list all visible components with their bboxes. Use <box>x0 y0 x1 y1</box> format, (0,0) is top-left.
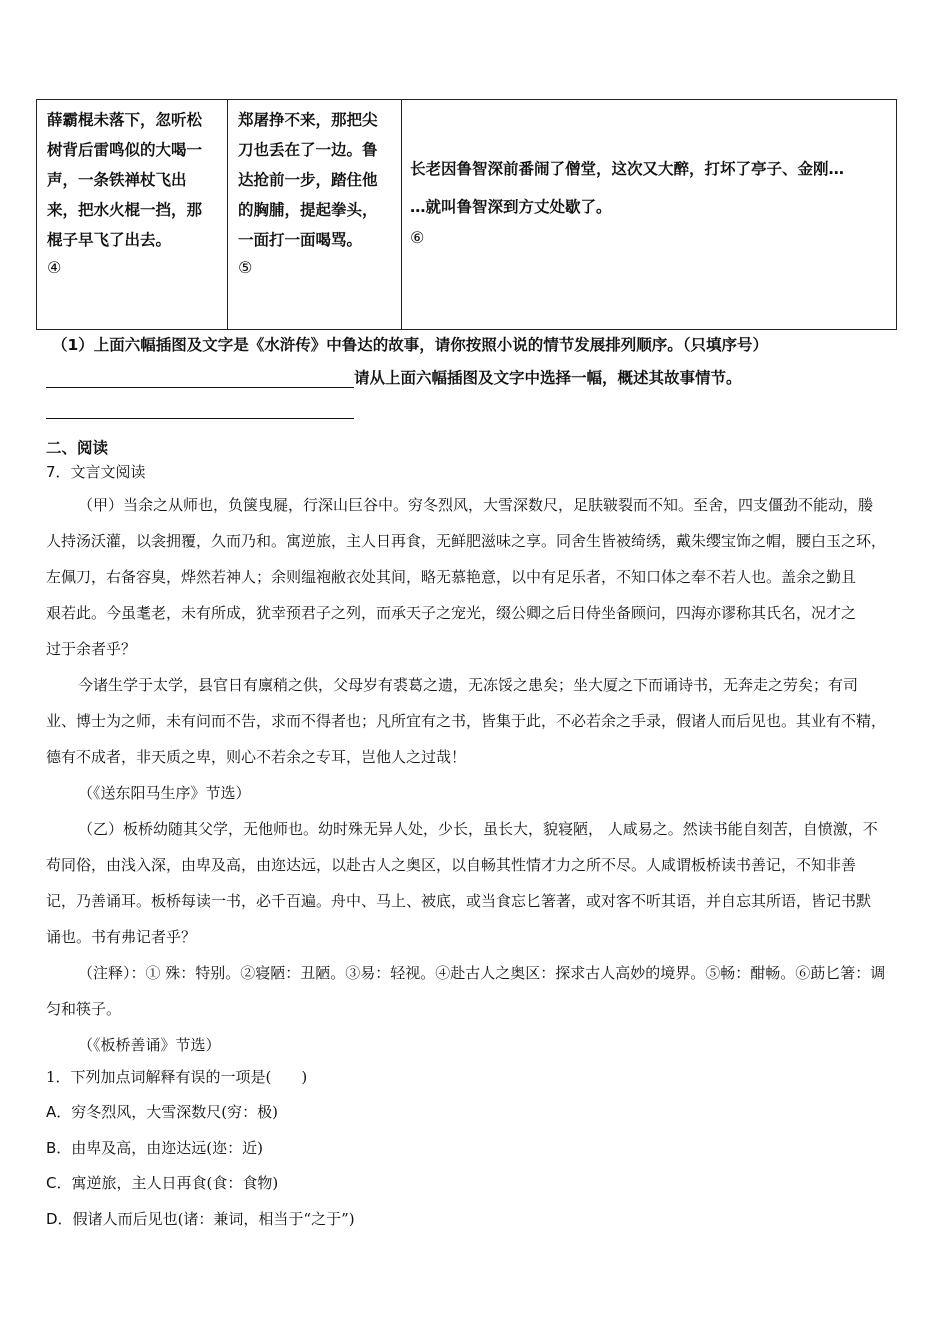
passage-yi-source: （《板桥善诵》节选） <box>78 1036 221 1054</box>
answer-blank-2[interactable] <box>46 400 354 419</box>
cell5-line: 一面打一面喝骂。 <box>238 231 363 249</box>
mcq-stem: 1．下列加点词解释有误的一项是( ) <box>46 1068 308 1086</box>
cell5-line: 的胸脯，提起拳头， <box>238 201 378 219</box>
passage-yi-line: 记，乃善诵耳。板桥每读一书，必千百遍。舟中、马上、被底，或当食忘匕箸著，或对客不听其语，并自忘其所语，皆记书默 <box>46 892 872 910</box>
passage-jia-line: 过于余者乎？ <box>46 640 137 658</box>
cell5-line: 郑屠挣不来，那把尖 <box>238 111 378 129</box>
mcq-option-a[interactable] <box>46 1101 278 1122</box>
cell4-line: 棍子早飞了出去。 <box>47 231 172 249</box>
passage-jia-source: （《送东阳马生序》节选） <box>78 784 251 802</box>
story-cell-5 <box>228 100 402 330</box>
question1-part2: 请从上面六幅插图及文字中选择一幅，概述其故事情节。 <box>354 369 742 387</box>
passage-yi-notes-line: 匀和筷子。 <box>46 1000 122 1018</box>
cell6-number: ⑥ <box>410 228 425 247</box>
cell4-number: ④ <box>47 258 62 277</box>
passage-yi-line: 苟同俗，由浅入深，由卑及高，由迩达远，以赴古人之奥区，以自畅其性情才力之所不尽。人咸谓板桥读书善记，不知非善 <box>46 856 857 874</box>
mcq-option-b[interactable] <box>46 1137 263 1158</box>
passage-yi-line: 诵也。书有弗记者乎？ <box>46 928 197 946</box>
passage-jia-line: （甲）当余之从师也，负箧曳屣，行深山巨谷中。穷冬烈风，大雪深数尺，足肤皲裂而不知。至舍，四支僵劲不能动，媵 <box>78 496 874 514</box>
passage-jia-para2-line: 德有不成者，非天质之卑，则心不若余之专耳，岂他人之过哉！ <box>46 748 467 766</box>
cell4-line: 薛霸棍未落下，忽听松 <box>47 111 203 129</box>
passage-jia-line: 左佩刀，右备容臭，烨然若神人；余则缊袍敝衣处其间，略无慕艳意，以中有足乐者，不知口体之奉不若人也。盖余之勤且 <box>46 568 857 586</box>
option-text: 由卑及高，由迩达远(迩：近) <box>71 1139 264 1157</box>
option-text: 假诸人而后见也(诸：兼词，相当于“之于”) <box>72 1210 355 1228</box>
option-letter: A． <box>46 1103 72 1121</box>
mcq-option-c[interactable] <box>46 1172 278 1193</box>
passage-jia-line: 艰若此。今虽耄老，未有所成，犹幸预君子之列，而承天子之宠光，缀公卿之后日侍坐备顾问，四海亦谬称其氏名，况才之 <box>46 604 857 622</box>
cell4-line: 树背后雷鸣似的大喝一 <box>47 141 203 159</box>
passage-jia <box>46 487 908 811</box>
cell5-line: 刀也丢在了一边。鲁 <box>238 141 378 159</box>
cell4-line: 来，把水火棍一挡，那 <box>47 201 203 219</box>
option-letter: B． <box>46 1139 72 1157</box>
section-heading: 二、阅读 <box>46 439 109 457</box>
passage-jia-para2-line: 今诸生学于太学，县官日有廪稍之供，父母岁有裘葛之遗，无冻馁之患矣；坐大厦之下而诵诗书，无奔走之劳矣；有司 <box>78 676 859 694</box>
story-cell-4 <box>37 100 228 330</box>
option-letter: C． <box>46 1174 72 1192</box>
option-text: 寓逆旅，主人日再食(食：食物) <box>71 1174 279 1192</box>
cell5-line: 达抢前一步，踏住他 <box>238 171 378 189</box>
option-text: 穷冬烈风，大雪深数尺(穷：极) <box>71 1103 278 1121</box>
passage-yi-line: （乙）板桥幼随其父学，无他师也。幼时殊无异人处，少长，虽长大，貌寝陋， 人咸易之。然读书能自刻苦，自愤激，不 <box>78 820 878 838</box>
option-letter: D． <box>46 1210 73 1228</box>
section-item: 7．文言文阅读 <box>46 463 146 481</box>
story-table <box>36 99 897 330</box>
question1-answer-row <box>46 366 906 390</box>
passage-yi-notes-line: （注释）：① 殊：特别。②寝陋：丑陋。③易：轻视。④赴古人之奥区：探求古人高妙的境界。⑤畅：酣畅。⑥莇匕箸：调 <box>78 964 886 982</box>
story-cell-6 <box>402 100 897 330</box>
cell6-line: 长老因鲁智深前番闹了僧堂，这次又大醉，打坏了亭子、金刚… <box>410 160 845 178</box>
mcq-option-d[interactable] <box>46 1208 355 1229</box>
passage-yi <box>46 811 908 1063</box>
passage-jia-line: 人持汤沃灌，以衾拥覆，久而乃和。寓逆旅，主人日再食，无鲜肥滋味之享。同舍生皆被绮绣，戴朱缨宝饰之帽，腰白玉之环， <box>46 532 887 550</box>
cell6-line: …就叫鲁智深到方丈处歇了。 <box>410 198 612 216</box>
question1-text: （1）上面六幅插图及文字是《水浒传》中鲁达的故事，请你按照小说的情节发展排列顺序。（只填序号） <box>52 336 769 354</box>
answer-blank-1[interactable] <box>46 369 354 388</box>
cell4-line: 声，一条铁禅杖飞出 <box>47 171 187 189</box>
passage-jia-para2-line: 业、博士为之师，未有问而不告，求而不得者也；凡所宜有之书，皆集于此，不必若余之手录，假诸人而后见也。其业有不精， <box>46 712 887 730</box>
cell5-number: ⑤ <box>238 258 253 277</box>
